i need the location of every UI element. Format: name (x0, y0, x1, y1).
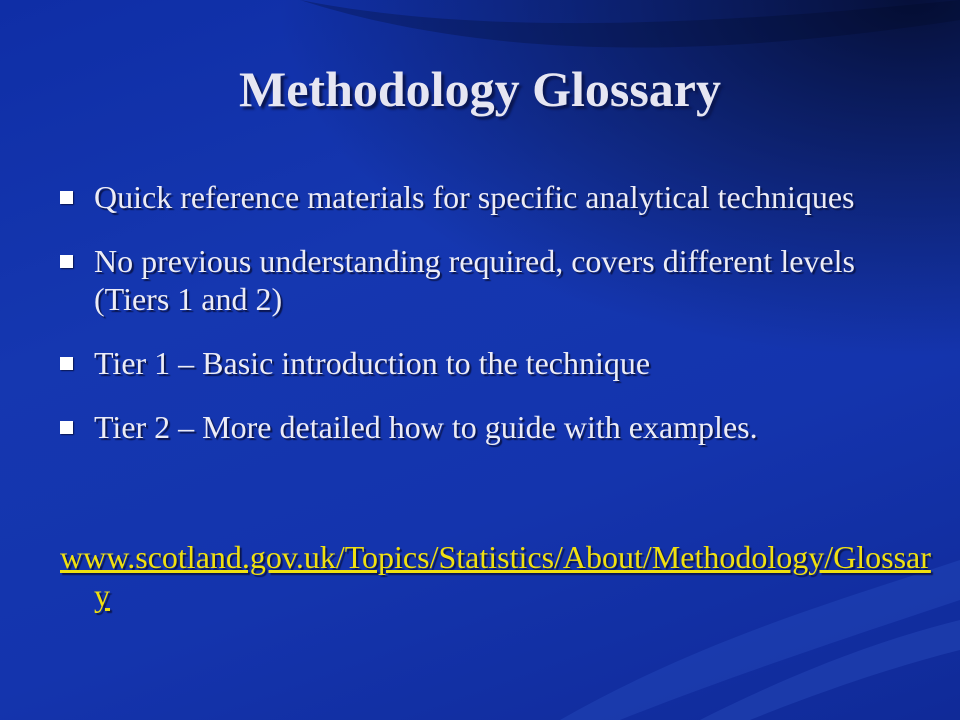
glossary-link[interactable]: www.scotland.gov.uk/Topics/Statistics/About/Methodology/Glossary (60, 539, 931, 613)
bullet-item (60, 178, 900, 216)
bullet-text: No previous understanding required, covers different levels (Tiers 1 and 2) (94, 243, 855, 317)
bullet-text: Tier 1 – Basic introduction to the technique (94, 345, 651, 381)
square-bullet-icon (60, 191, 73, 204)
square-bullet-icon (60, 357, 73, 370)
bullet-list (60, 178, 900, 472)
square-bullet-icon (60, 255, 73, 268)
bullet-item (60, 344, 900, 382)
square-bullet-icon (60, 421, 73, 434)
slide-title: Methodology Glossary (239, 61, 721, 117)
bullet-item (60, 408, 900, 446)
bullet-text: Tier 2 – More detailed how to guide with examples. (94, 409, 758, 445)
bullet-text: Quick reference materials for specific analytical techniques (94, 179, 855, 215)
bullet-item (60, 242, 900, 318)
